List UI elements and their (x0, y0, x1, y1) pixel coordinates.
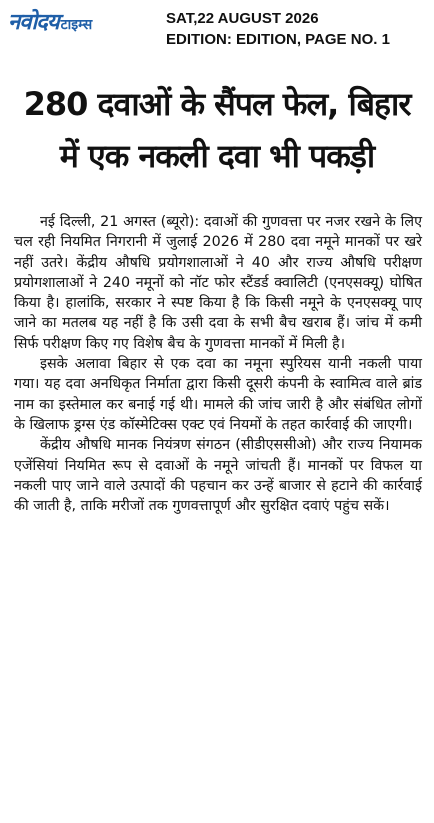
article-paragraph-2: इसके अलावा बिहार से एक दवा का नमूना स्पुरियस यानी नकली पाया गया। यह दवा अनधिकृत निर्माता द्वारा किसी दूसरी कंपनी के स्वामित्व वाले ब्रांड नाम का इस्तेमाल कर बनाई गई थी। मामले की जांच जारी है और संबंधित लोगों के खिलाफ ड्रग्स एंड कॉस्मेटिक्स एक्ट एवं नियमों के तहत कार्रवाई की जाएगी। (14, 356, 422, 433)
masthead (0, 0, 434, 52)
logo-main-text: नवोदय (8, 10, 59, 35)
publication-date: SAT,22 AUGUST 2026 (166, 10, 319, 27)
headline-line-2: में एक नकली दवा भी पकड़ी (59, 137, 375, 175)
headline-line-1: 280 दवाओं के सैंपल फेल, बिहार (23, 85, 411, 123)
logo-sub-text: टाइम्स (60, 17, 93, 33)
article-headline (8, 78, 426, 182)
article-paragraph-3: केंद्रीय औषधि मानक नियंत्रण संगठन (सीडीएससीओ) और राज्य नियामक एजेंसियां नियमित रूप से दवाओं के नमूने जांचती हैं। मानकों पर विफल या नकली पाए जाने वाले उत्पादों की पहचान कर उन्हें बाजार से हटाने की कार्रवाई की जाती है, ताकि मरीजों तक गुणवत्तापूर्ण और सुरक्षित दवाएं पहुंच सकें। (14, 437, 422, 515)
article-paragraph-1: नई दिल्ली, 21 अगस्त (ब्यूरो): दवाओं की गुणवत्ता पर नजर रखने के लिए चल रही नियमित निगरानी में जुलाई 2026 में 280 दवा नमूने मानकों पर खरे नहीं उतरे। केंद्रीय औषधि प्रयोगशालाओं ने 40 और राज्य औषधि परीक्षण प्रयोगशालाओं ने 240 नमूनों को नॉट फोर स्टैंडर्ड क्वालिटी (एनएसक्यू) घोषित किया है। हालांकि, सरकार ने स्पष्ट किया है कि किसी नमूने के एनएसक्यू पाए जाने का मतलब यह नहीं है कि उसी दवा के सभी बैच खराब हैं। जांच में कमी सिर्फ परीक्षण किए गए विशेष बैच के गुणवत्ता मानकों में मिली है। (14, 214, 422, 352)
edition-page-line: EDITION: EDITION, PAGE NO. 1 (166, 31, 390, 48)
article-body (14, 212, 422, 516)
edition-info (166, 8, 390, 50)
newspaper-logo (8, 6, 92, 36)
